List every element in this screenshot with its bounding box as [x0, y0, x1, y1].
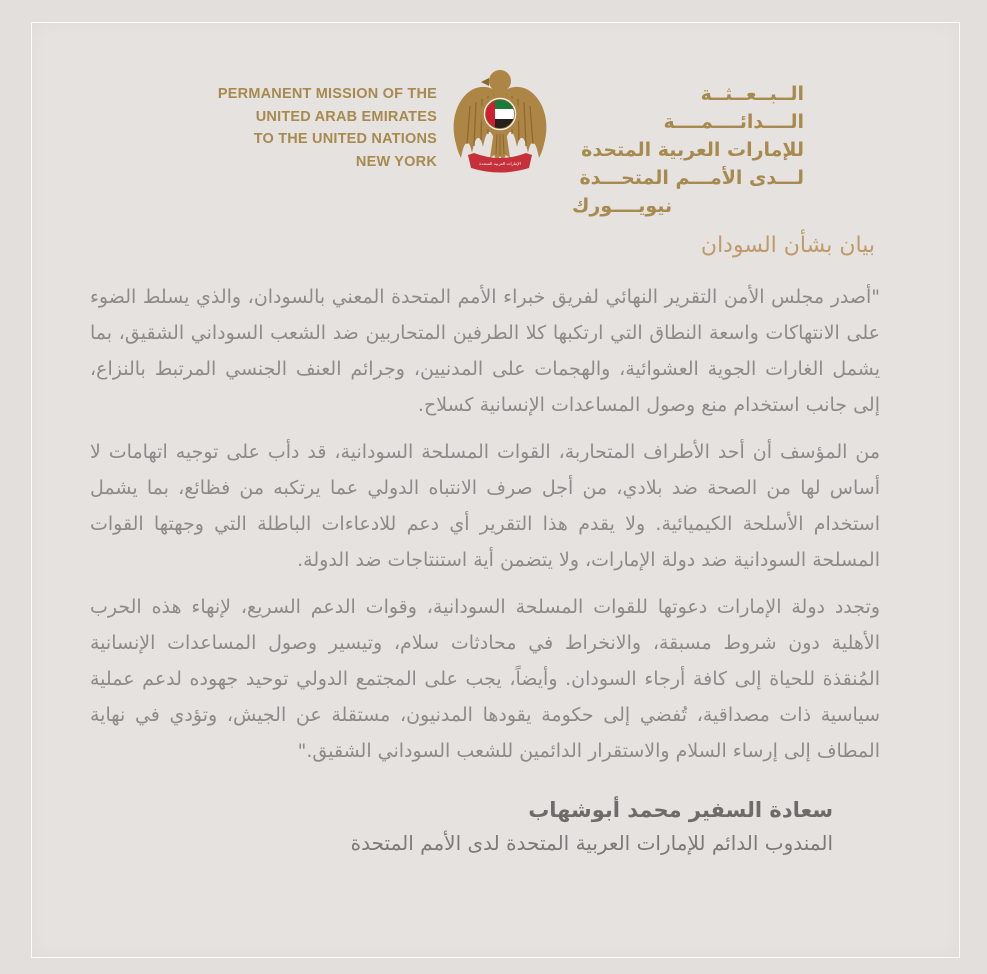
emblem-banner-text: الإمارات العربية المتحدة — [479, 161, 521, 166]
signature-block — [351, 794, 833, 859]
arabic-line-3: لـــدى الأمـــم المتحـــدة — [579, 167, 804, 189]
signature-name: سعادة السفير محمد أبوشهاب — [528, 798, 833, 822]
signature-title: المندوب الدائم للإمارات العربية المتحدة لدى الأمم المتحدة — [350, 831, 833, 855]
statement-paragraph-2: من المؤسف أن أحد الأطراف المتحاربة، القوات المسلحة السودانية، قد دأب على توجيه اتهامات لا أساس لها من الصحة ضد بلادي، من أجل صرف الانتباه الدولي عما يرتكبه من فظائع، بما يشمل استخدام الأسلحة الكيميائية. ولا يقدم هذا التقرير أي دعم للادعاءات الباطلة التي وجهتها القوات المسلحة السودانية ضد دولة الإمارات، ولا يتضمن أية استنتاجات ضد الدولة. — [90, 441, 880, 571]
statement-title: بيان بشأن السودان — [700, 233, 875, 258]
mission-name-english — [140, 83, 437, 173]
letterhead — [0, 0, 987, 217]
arabic-line-4: نيويــــورك — [572, 195, 673, 217]
english-line-3: TO THE UNITED NATIONS — [253, 131, 437, 147]
english-line-2: UNITED ARAB EMIRATES — [255, 108, 437, 125]
flag-disc — [482, 96, 518, 132]
statement-body — [90, 279, 880, 780]
arabic-line-2: للإمارات العربية المتحدة — [581, 139, 804, 161]
english-line-1: PERMANENT MISSION OF THE — [217, 86, 437, 102]
uae-falcon-emblem-icon — [448, 62, 552, 176]
mission-name-arabic — [572, 80, 804, 220]
arabic-line-1: الــبــعــثــة الــــدائــــمــــة — [663, 83, 804, 133]
statement-paragraph-1: "أصدر مجلس الأمن التقرير النهائي لفريق خبراء الأمم المتحدة المعني بالسودان، والذي يسلط الضوء على الانتهاكات واسعة النطاق التي ارتكبها كلا الطرفين المتحاربين ضد الشعب السوداني الشقيق، بما يشمل الغارات الجوية العشوائية، والهجمات على المدنيين، وجرائم العنف الجنسي المرتبط بالنزاع، إلى جانب استخدام منع وصول المساعدات الإنسانية كسلاح. — [90, 286, 880, 416]
statement-paragraph-3: وتجدد دولة الإمارات دعوتها للقوات المسلحة السودانية، وقوات الدعم السريع، لإنهاء هذه الحرب الأهلية دون شروط مسبقة، والانخراط في محادثات سلام، وتيسير وصول المساعدات الإنسانية المُنقذة للحياة إلى كافة أرجاء السودان. وأيضاً، يجب على المجتمع الدولي توحيد جهوده لدعم عملية سياسية ذات مصداقية، تُفضي إلى حكومة يقودها المدنيون، مستقلة عن الجيش، وتؤدي في نهاية المطاف إلى إرساء السلام والاستقرار الدائمين للشعب السوداني الشقيق." — [90, 596, 880, 762]
english-line-4: NEW YORK — [355, 153, 437, 170]
